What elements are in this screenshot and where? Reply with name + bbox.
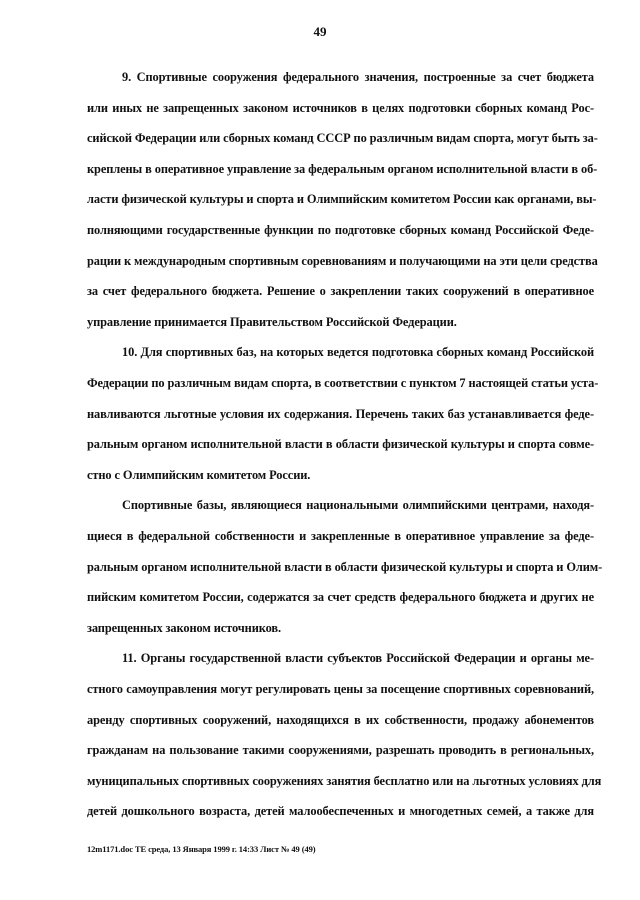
text-line: муниципальных спортивных сооружениях занятия бесплатно или на льготных условиях для bbox=[87, 774, 602, 788]
text-line: ральным органом исполнительной власти в области физической культуры и спорта и Олим- bbox=[87, 560, 603, 574]
text-line: креплены в оперативное управление за федеральным органом исполнительной власти в об- bbox=[87, 162, 598, 176]
text-line: запрещенных законом источников. bbox=[87, 621, 281, 635]
text-line: детей дошкольного возраста, детей малообеспеченных и многодетных семей, а также для bbox=[87, 804, 594, 818]
text-line: пийским комитетом России, содержатся за счет средств федерального бюджета и других не bbox=[87, 590, 594, 604]
text-line: 9. Спортивные сооружения федерального значения, построенные за счет бюджета bbox=[122, 70, 594, 84]
text-line: рации к международным спортивным соревнованиям и получающими на эти цели средства bbox=[87, 254, 598, 268]
text-line: сийской Федерации или сборных команд СССР по различным видам спорта, могут быть за- bbox=[87, 131, 598, 145]
text-line: Федерации по различным видам спорта, в соответствии с пунктом 7 настоящей статьи уста- bbox=[87, 376, 599, 390]
text-line: навливаются льготные условия их содержания. Перечень таких баз устанавливается феде- bbox=[87, 407, 594, 421]
text-line: стного самоуправления могут регулировать цены за посещение спортивных соревнований, bbox=[87, 682, 594, 696]
text-line: гражданам на пользование такими сооружениями, разрешать проводить в региональных, bbox=[87, 743, 594, 757]
text-line: 11. Органы государственной власти субъектов Российской Федерации и органы ме- bbox=[122, 651, 594, 665]
page-number: 49 bbox=[313, 24, 327, 39]
text-line: за счет федерального бюджета. Решение о закреплении таких сооружений в оперативное bbox=[87, 284, 594, 298]
text-line: управление принимается Правительством Российской Федерации. bbox=[87, 315, 457, 329]
document-footer: 12m1171.doc ТЕ среда, 13 Января 1999 г. 14:33 Лист № 49 (49) bbox=[87, 844, 316, 854]
text-line: аренду спортивных сооружений, находящихся в их собственности, продажу абонементов bbox=[87, 713, 594, 727]
text-line: ральным органом исполнительной власти в области физической культуры и спорта совме- bbox=[87, 437, 594, 451]
text-line: 10. Для спортивных баз, на которых ведется подготовка сборных команд Российской bbox=[122, 345, 594, 359]
text-line: Спортивные базы, являющиеся национальными олимпийскими центрами, находя- bbox=[122, 498, 594, 512]
text-line: щиеся в федеральной собственности и закрепленные в оперативное управление за феде- bbox=[87, 529, 594, 543]
text-line: ласти физической культуры и спорта и Олимпийским комитетом России как органами, вы- bbox=[87, 192, 597, 206]
text-line: полняющими государственные функции по подготовке сборных команд Российской Феде- bbox=[87, 223, 594, 237]
text-line: или иных не запрещенных законом источников в целях подготовки сборных команд Рос- bbox=[87, 101, 594, 115]
text-line: стно с Олимпийским комитетом России. bbox=[87, 468, 311, 482]
